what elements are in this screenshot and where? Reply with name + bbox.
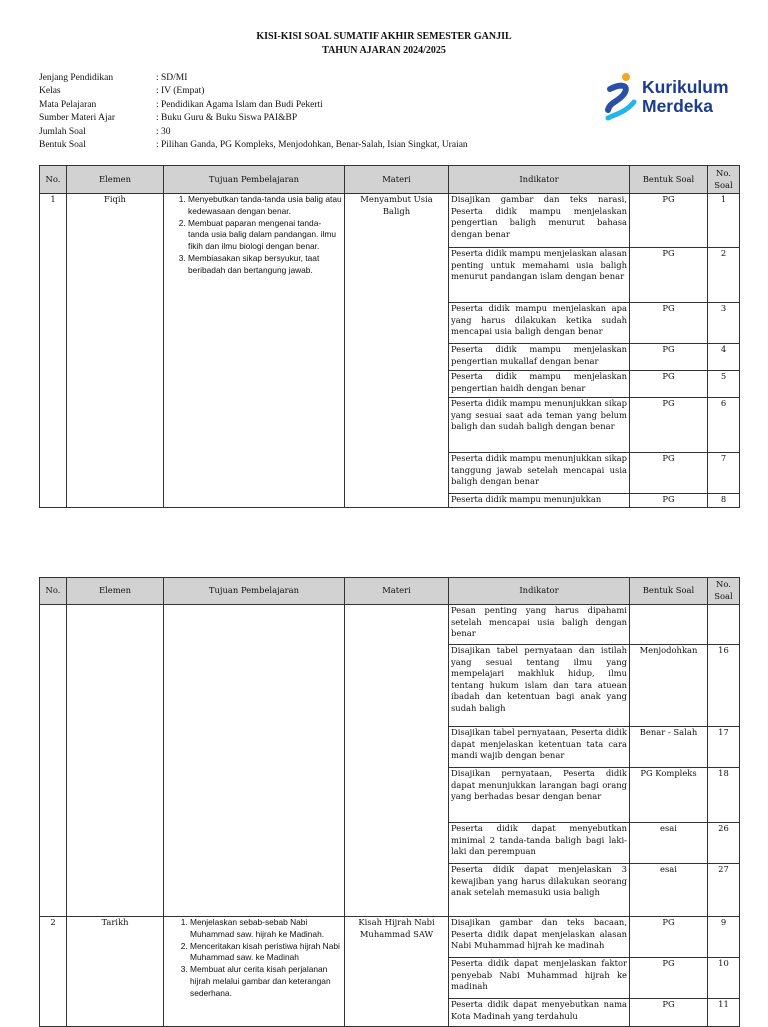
meta-label: Kelas <box>39 86 61 97</box>
no-soal-cell: 9 <box>708 917 740 958</box>
no-soal-cell <box>708 605 740 645</box>
kurikulum-merdeka-logo <box>602 72 742 124</box>
logo-text <box>642 78 729 116</box>
no-soal-cell: 16 <box>708 645 740 727</box>
table-header-row <box>40 166 740 194</box>
bentuk-cell: PG <box>630 248 708 303</box>
indikator-cell: Peserta didik mampu menjelaskan apa yang harus dilakukan ketika sudah mencapai usia baligh dengan benar <box>449 303 630 344</box>
tujuan-cell <box>164 605 345 917</box>
indikator-cell: Peserta didik mampu menunjukkan sikap tanggung jawab setelah mencapai usia baligh dengan benar <box>449 453 630 494</box>
indikator-cell: Peserta didik mampu menjelaskan pengertian haidh dengan benar <box>449 371 630 398</box>
tujuan-item: 2. Menceritakan kisah peristiwa hijrah Nabi Muhammad saw. ke Madinah <box>190 941 342 965</box>
indikator-cell: Peserta didik mampu menunjukkan <box>449 494 630 508</box>
meta-label: Bentuk Soal <box>39 140 86 151</box>
bentuk-cell: PG <box>630 398 708 453</box>
tujuan-item: 1. Menjelaskan sebab-sebab Nabi Muhammad saw. hijrah ke Madinah. <box>190 917 342 941</box>
indikator-cell: Disajikan gambar dan teks bacaan, Peserta didik dapat menjelaskan alasan Nabi Muhammad hijrah ke madinah <box>449 917 630 958</box>
col-header-tujuan: Tujuan Pembelajaran <box>164 166 345 194</box>
indikator-cell: Peserta didik dapat menjelaskan 3 kewajiban yang harus dilakukan seorang anak setelah memasuki usia baligh <box>449 864 630 917</box>
no-soal-cell: 6 <box>708 398 740 453</box>
row-no: 2 <box>40 917 67 1027</box>
meta-row <box>39 85 468 98</box>
no-soal-cell: 1 <box>708 194 740 248</box>
bentuk-cell: PG <box>630 494 708 508</box>
meta-value: : SD/MI <box>156 73 188 83</box>
meta-label: Mata Pelajaran <box>39 99 97 110</box>
row-materi: Menyambut Usia Baligh <box>345 194 449 508</box>
bentuk-cell: Benar - Salah <box>630 727 708 768</box>
no-soal-cell: 27 <box>708 864 740 917</box>
col-header-materi: Materi <box>345 578 449 605</box>
indikator-cell: Peserta didik dapat menyebutkan minimal 2 tanda-tanda baligh bagi laki-laki dan perempuan <box>449 823 630 864</box>
col-header-elemen: Elemen <box>67 166 164 194</box>
col-header-indikator: Indikator <box>449 578 630 605</box>
tujuan-item: 3. Membuat alur cerita kisah perjalanan hijrah melalui gambar dan keterangan sederhana. <box>190 964 342 999</box>
row-elemen: Fiqih <box>67 194 164 508</box>
meta-label: Jumlah Soal <box>39 126 86 137</box>
no-soal-cell: 11 <box>708 999 740 1027</box>
col-header-materi: Materi <box>345 166 449 194</box>
bentuk-cell: PG <box>630 958 708 999</box>
table-row <box>40 605 740 645</box>
no-soal-cell: 3 <box>708 303 740 344</box>
bentuk-cell: PG <box>630 194 708 248</box>
no-soal-cell: 4 <box>708 344 740 371</box>
meta-value: : Pendidikan Agama Islam dan Budi Pekerti <box>156 99 323 110</box>
bentuk-cell: PG Kompleks <box>630 768 708 823</box>
table-row <box>40 917 740 958</box>
tujuan-item: 2. Membuat paparan mengenai tanda-tanda usia balig dalam pandangan. ilmu fikih dan ilmu biologi dengan benar. <box>188 218 342 253</box>
logo-line1: Kurikulum <box>642 77 729 97</box>
no-soal-cell: 5 <box>708 371 740 398</box>
meta-row <box>39 72 468 85</box>
tujuan-item: 3. Membiasakan sikap bersyukur, taat beribadah dan bertangung jawab. <box>188 253 342 277</box>
col-header-no: No. <box>40 578 67 605</box>
bentuk-cell: PG <box>630 453 708 494</box>
indikator-cell: Disajikan tabel pernyataan, Peserta didik dapat menjelaskan ketentuan tata cara mandi wajib dengan benar <box>449 727 630 768</box>
row-elemen: Tarikh <box>67 917 164 1027</box>
meta-label: Sumber Materi Ajar <box>39 113 115 124</box>
bentuk-cell: esai <box>630 864 708 917</box>
no-soal-cell: 18 <box>708 768 740 823</box>
row-materi <box>345 605 449 917</box>
meta-value: : Pilihan Ganda, PG Kompleks, Menjodohkan, Benar-Salah, Isian Singkat, Uraian <box>156 140 468 151</box>
meta-value: : Buku Guru & Buku Siswa PAI&BP <box>156 113 298 124</box>
meta-row <box>39 139 468 152</box>
meta-row <box>39 126 468 139</box>
kurikulum-merdeka-logo-icon <box>602 72 642 124</box>
col-header-elemen: Elemen <box>67 578 164 605</box>
col-header-indikator: Indikator <box>449 166 630 194</box>
tujuan-list <box>166 194 342 277</box>
indikator-cell: Peserta didik mampu menunjukkan sikap yang sesuai saat ada teman yang belum baligh dan sudah baligh dengan benar <box>449 398 630 453</box>
tujuan-list <box>168 917 342 1000</box>
row-materi: Kisah Hijrah Nabi Muhammad SAW <box>345 917 449 1027</box>
no-soal-cell: 10 <box>708 958 740 999</box>
kisi-table-2 <box>39 577 740 1027</box>
no-soal-cell: 17 <box>708 727 740 768</box>
bentuk-cell: PG <box>630 371 708 398</box>
meta-row <box>39 112 468 125</box>
bentuk-cell: PG <box>630 917 708 958</box>
indikator-cell: Pesan penting yang harus dipahami setelah mencapai usia baligh dengan benar <box>449 605 630 645</box>
col-header-bentuk: Bentuk Soal <box>630 578 708 605</box>
meta-value: : IV (Empat) <box>156 86 205 97</box>
bentuk-cell: esai <box>630 823 708 864</box>
indikator-cell: Peserta didik dapat menjelaskan faktor penyebab Nabi Muhammad hijrah ke madinah <box>449 958 630 999</box>
col-header-no-soal: No. Soal <box>708 578 740 605</box>
indikator-cell: Peserta didik mampu menjelaskan pengertian mukallaf dengan benar <box>449 344 630 371</box>
bentuk-cell: PG <box>630 344 708 371</box>
document-title: KISI-KISI SOAL SUMATIF AKHIR SEMESTER GANJIL <box>256 31 512 42</box>
meta-info <box>39 72 468 152</box>
table-row <box>40 194 740 248</box>
no-soal-cell: 8 <box>708 494 740 508</box>
table-header-row <box>40 578 740 605</box>
no-soal-cell: 7 <box>708 453 740 494</box>
document-subtitle: TAHUN AJARAN 2024/2025 <box>322 45 446 56</box>
kisi-table-1 <box>39 165 740 508</box>
col-header-tujuan: Tujuan Pembelajaran <box>164 578 345 605</box>
bentuk-cell <box>630 605 708 645</box>
no-soal-cell: 2 <box>708 248 740 303</box>
indikator-cell: Disajikan tabel pernyataan dan istilah yang sesuai tentang ilmu yang mempelajari makhluk hidup, ilmu tentang hukum islam dan tara atuean ibadah dan ketentuan bagi anak yang sudah baligh <box>449 645 630 727</box>
indikator-cell: Disajikan pernyataan, Peserta didik dapat menunjukkan larangan bagi orang yang berhadas besar dengan benar <box>449 768 630 823</box>
tujuan-item: 1. Menyebutkan tanda-tanda usia balig atau kedewasaan dengan benar. <box>188 194 342 218</box>
indikator-cell: Peserta didik mampu menjelaskan alasan penting untuk memahami usia baligh menurut pandangan islam dengan benar <box>449 248 630 303</box>
col-header-bentuk: Bentuk Soal <box>630 166 708 194</box>
indikator-cell: Disajikan gambar dan teks narasi, Peserta didik mampu menjelaskan pengertian baligh menurut bahasa dengan benar <box>449 194 630 248</box>
indikator-cell: Peserta didik dapat menyebutkan nama Kota Madinah yang terdahulu <box>449 999 630 1027</box>
logo-line2: Merdeka <box>642 96 714 116</box>
no-soal-cell: 26 <box>708 823 740 864</box>
row-no: 1 <box>40 194 67 508</box>
col-header-no-soal: No. Soal <box>708 166 740 194</box>
row-no <box>40 605 67 917</box>
bentuk-cell: PG <box>630 303 708 344</box>
bentuk-cell: PG <box>630 999 708 1027</box>
bentuk-cell: Menjodohkan <box>630 645 708 727</box>
tujuan-cell <box>164 194 345 508</box>
col-header-no: No. <box>40 166 67 194</box>
row-elemen <box>67 605 164 917</box>
meta-value: : 30 <box>156 126 171 137</box>
meta-row <box>39 99 468 112</box>
meta-label: Jenjang Pendidikan <box>39 73 114 83</box>
tujuan-cell <box>164 917 345 1027</box>
